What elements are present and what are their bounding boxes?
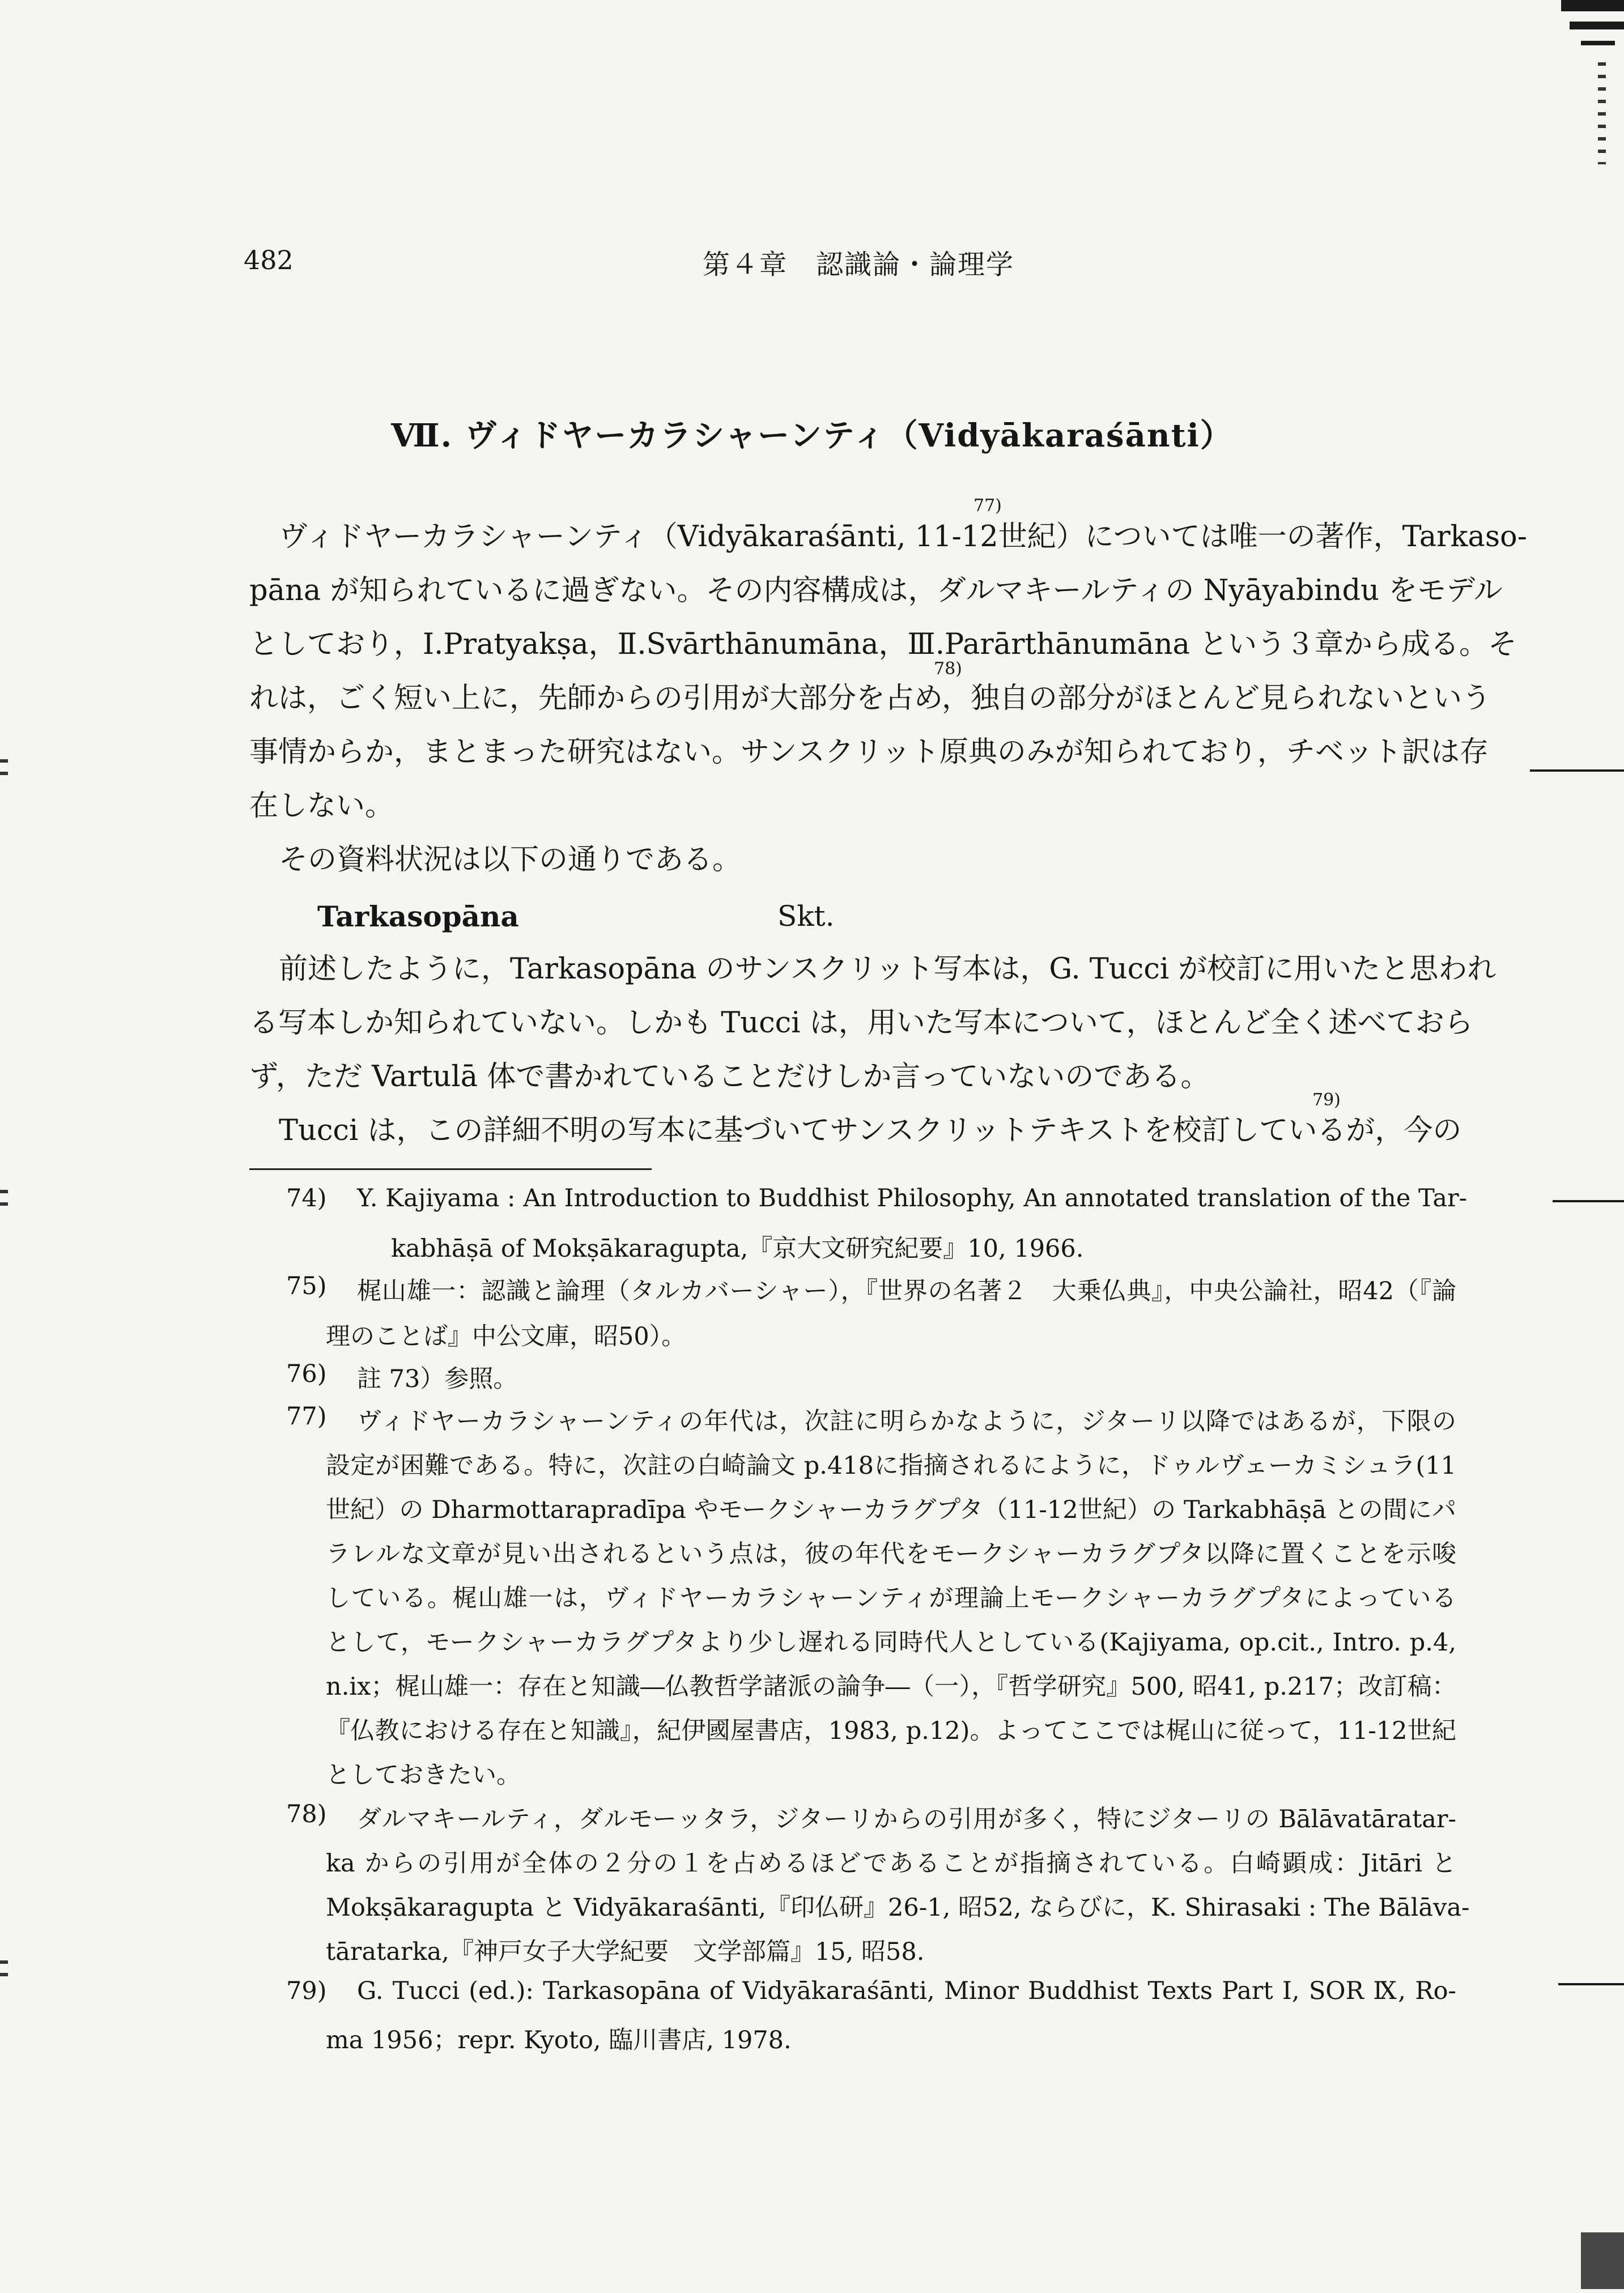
body-line: 事情からか，まとまった研究はない。サンスクリット原典のみが知られており，チベット訳は存	[249, 735, 1489, 769]
footnote-line: 世紀）の Dharmottarapradīpa やモークシャーカラグプタ（11-12世紀）の Tarkabhāṣā との間にパ	[326, 1496, 1456, 1524]
body-line: る写本しか知られていない。しかも Tucci は，用いた写本について，ほとんど全く述べておら	[249, 1006, 1473, 1040]
scan-dots-left-3	[0, 1960, 8, 1983]
footnote-line: 註 73）参照。	[357, 1365, 518, 1393]
footnote-line: G. Tucci (ed.): Tarkasopāna of Vidyākaraśānti, Minor Buddhist Texts Part I, SOR Ⅸ, Ro-	[357, 1977, 1456, 2005]
page-number: 482	[244, 245, 294, 275]
body-line: Tucci は，この詳細不明の写本に基づいてサンスクリットテキストを校訂しているが，今の	[279, 1114, 1462, 1147]
scan-line-right-3	[1558, 1983, 1624, 1985]
footnote-number: 78)	[286, 1800, 327, 1828]
footnote-line: n.ix；梶山雄一：存在と知識―仏教哲学諸派の論争―（一），『哲学研究』500, 昭41, p.217；改訂稿：	[326, 1673, 1456, 1701]
footnote-divider	[249, 1168, 652, 1170]
footnote-line: ka からの引用が全体の２分の１を占めるほどであることが指摘されている。白崎顕成：Jitāri と	[326, 1849, 1456, 1878]
footnote-number: 74)	[286, 1184, 327, 1213]
footnote-line: Y. Kajiyama : An Introduction to Buddhist Philosophy, An annotated translation of the Tar-	[357, 1184, 1468, 1213]
body-line: 在しない。	[249, 789, 394, 823]
body-line: としており，Ⅰ.Pratyakṣa，Ⅱ.Svārthānumāna，Ⅲ.Parārthānumāna という３章から成る。そ	[249, 628, 1517, 661]
footnote-line: ダルマキールティ，ダルモーッタラ，ジターリからの引用が多く，特にジターリの Bālāvatāratar-	[357, 1805, 1456, 1833]
scan-dots-left	[0, 759, 8, 782]
footnote-line: としておきたい。	[326, 1761, 521, 1789]
footnote-ref-78: 78)	[934, 659, 962, 679]
scan-line-right-2	[1553, 1200, 1624, 1202]
body-line: ず，ただ Vartulā 体で書かれていることだけしか言っていないのである。	[249, 1060, 1210, 1094]
body-line: ヴィドヤーカラシャーンティ（Vidyākaraśānti, 11-12世紀）については唯一の著作，Tarkaso-	[279, 520, 1527, 554]
footnote-line: ラレルな文章が見い出されるという点は，彼の年代をモークシャーカラグプタ以降に置くことを示唆	[326, 1540, 1456, 1568]
footnote-line: として，モークシャーカラグプタより少し遅れる同時代人としている(Kajiyama, op.cit., Intro. p.4,	[326, 1628, 1456, 1657]
scan-mark-bottom-right	[1581, 2232, 1624, 2289]
footnote-line: している。梶山雄一は，ヴィドヤーカラシャーンティが理論上モークシャーカラグプタによっている	[326, 1584, 1456, 1613]
footnote-line: kabhāṣā of Mokṣākaragupta,『京大文研究紀要』10, 1966.	[391, 1235, 1084, 1263]
body-line: 前述したように，Tarkasopāna のサンスクリット写本は，G. Tucci が校訂に用いたと思われ	[279, 952, 1497, 986]
scan-dots-left-2	[0, 1190, 8, 1213]
footnote-ref-77: 77)	[973, 496, 1002, 516]
scan-dots-right-top	[1598, 62, 1606, 164]
footnote-line: ヴィドヤーカラシャーンティの年代は，次註に明らかなように，ジターリ以降ではあるが，下限の	[357, 1407, 1456, 1436]
footnote-number: 79)	[286, 1977, 327, 2005]
footnote-ref-79: 79)	[1312, 1090, 1341, 1110]
footnote-line: 設定が困難である。特に，次註の白崎論文 p.418に指摘されるにように，ドゥルヴェーカミシュラ(11	[326, 1452, 1456, 1480]
footnote-line: Mokṣākaragupta と Vidyākaraśānti,『印仏研』26-1, 昭52, ならびに，K. Shirasaki : The Bālāva-	[326, 1894, 1470, 1922]
scan-mark-top-right-2	[1570, 22, 1624, 29]
body-line: れは，ごく短い上に，先師からの引用が大部分を占め，独自の部分がほとんど見られないという	[249, 682, 1491, 715]
footnote-number: 75)	[286, 1272, 327, 1300]
footnote-number: 76)	[286, 1360, 327, 1388]
body-line: その資料状況は以下の通りである。	[279, 843, 742, 877]
entry-title: Tarkasopāna	[317, 900, 519, 933]
footnote-line: tāratarka,『神戸女子大学紀要 文学部篇』15, 昭58.	[326, 1938, 925, 1966]
scan-line-right-1	[1530, 769, 1624, 772]
footnote-number: 77)	[286, 1402, 327, 1431]
entry-language: Skt.	[777, 900, 835, 933]
footnote-line: 『仏教における存在と知識』，紀伊國屋書店，1983, p.12)。よってここでは梶山に従って，11-12世紀	[326, 1717, 1456, 1745]
section-title: Ⅶ. ヴィドヤーカラシャーンティ（Vidyākaraśānti）	[391, 417, 1233, 454]
body-line: pāna が知られているに過ぎない。その内容構成は，ダルマキールティの Nyāyabindu をモデル	[249, 574, 1503, 607]
footnote-line: 梶山雄一：認識と論理（タルカバーシャー），『世界の名著２ 大乗仏典』，中央公論社，昭42（『論	[357, 1277, 1456, 1305]
scan-mark-top-right	[1561, 0, 1624, 11]
scan-mark-top-right-3	[1581, 41, 1615, 45]
footnote-line: 理のことば』中公文庫，昭50）。	[326, 1322, 686, 1351]
footnote-line: ma 1956；repr. Kyoto, 臨川書店, 1978.	[326, 2026, 792, 2054]
chapter-title: 第４章 認識論・論理学	[703, 249, 1015, 280]
